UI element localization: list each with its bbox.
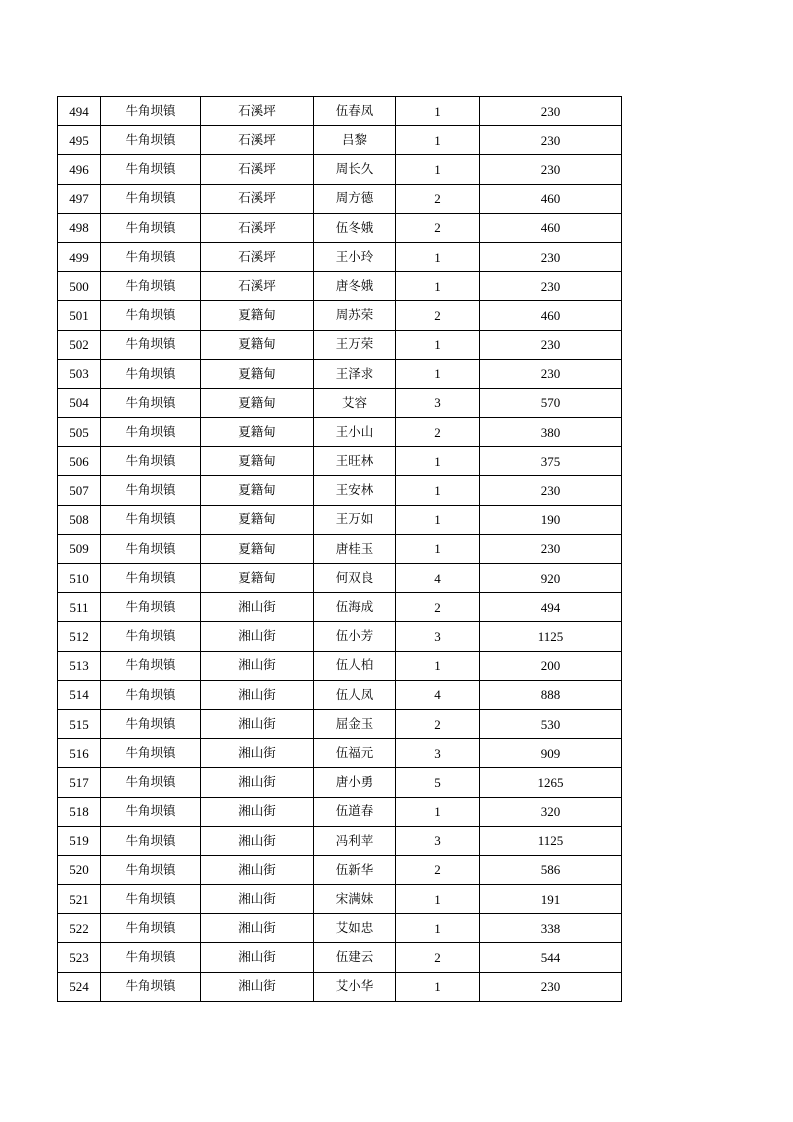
town-cell: 牛角坝镇: [101, 885, 201, 914]
person-name-cell: 何双良: [314, 564, 396, 593]
village-cell: 夏籍甸: [201, 476, 314, 505]
village-cell: 湘山街: [201, 739, 314, 768]
village-cell: 夏籍甸: [201, 359, 314, 388]
town-cell: 牛角坝镇: [101, 797, 201, 826]
person-name-cell: 伍海成: [314, 593, 396, 622]
table-row: [58, 680, 622, 709]
table-row: [58, 505, 622, 534]
row-number-cell: 511: [58, 593, 101, 622]
town-cell: 牛角坝镇: [101, 680, 201, 709]
household-size-cell: 3: [396, 388, 480, 417]
row-number-cell: 496: [58, 155, 101, 184]
household-size-cell: 2: [396, 184, 480, 213]
amount-cell: 191: [480, 885, 622, 914]
village-cell: 湘山街: [201, 709, 314, 738]
row-number-cell: 503: [58, 359, 101, 388]
row-number-cell: 517: [58, 768, 101, 797]
row-number-cell: 508: [58, 505, 101, 534]
person-name-cell: 王安林: [314, 476, 396, 505]
amount-cell: 494: [480, 593, 622, 622]
person-name-cell: 伍小芳: [314, 622, 396, 651]
table-row: [58, 330, 622, 359]
person-name-cell: 宋满妹: [314, 885, 396, 914]
amount-cell: 190: [480, 505, 622, 534]
row-number-cell: 502: [58, 330, 101, 359]
row-number-cell: 494: [58, 97, 101, 126]
row-number-cell: 522: [58, 914, 101, 943]
town-cell: 牛角坝镇: [101, 972, 201, 1001]
household-size-cell: 2: [396, 855, 480, 884]
table-row: [58, 476, 622, 505]
row-number-cell: 507: [58, 476, 101, 505]
table-row: [58, 155, 622, 184]
town-cell: 牛角坝镇: [101, 184, 201, 213]
village-cell: 夏籍甸: [201, 564, 314, 593]
village-cell: 石溪坪: [201, 213, 314, 242]
town-cell: 牛角坝镇: [101, 855, 201, 884]
table-row: [58, 359, 622, 388]
row-number-cell: 512: [58, 622, 101, 651]
table-row: [58, 709, 622, 738]
table-row: [58, 301, 622, 330]
amount-cell: 338: [480, 914, 622, 943]
household-size-cell: 1: [396, 359, 480, 388]
village-cell: 湘山街: [201, 972, 314, 1001]
amount-cell: 586: [480, 855, 622, 884]
village-cell: 石溪坪: [201, 272, 314, 301]
table-row: [58, 242, 622, 271]
town-cell: 牛角坝镇: [101, 593, 201, 622]
amount-cell: 230: [480, 126, 622, 155]
person-name-cell: 艾小华: [314, 972, 396, 1001]
household-size-cell: 1: [396, 155, 480, 184]
town-cell: 牛角坝镇: [101, 272, 201, 301]
amount-cell: 460: [480, 213, 622, 242]
village-cell: 石溪坪: [201, 184, 314, 213]
town-cell: 牛角坝镇: [101, 242, 201, 271]
table-row: [58, 943, 622, 972]
table-row: [58, 914, 622, 943]
household-size-cell: 1: [396, 242, 480, 271]
town-cell: 牛角坝镇: [101, 213, 201, 242]
amount-cell: 230: [480, 330, 622, 359]
person-name-cell: 伍人柏: [314, 651, 396, 680]
household-size-cell: 1: [396, 651, 480, 680]
table-row: [58, 272, 622, 301]
household-size-cell: 2: [396, 709, 480, 738]
roster-table-body: [58, 97, 622, 1002]
household-size-cell: 3: [396, 739, 480, 768]
town-cell: 牛角坝镇: [101, 418, 201, 447]
household-size-cell: 1: [396, 885, 480, 914]
town-cell: 牛角坝镇: [101, 826, 201, 855]
town-cell: 牛角坝镇: [101, 739, 201, 768]
row-number-cell: 515: [58, 709, 101, 738]
row-number-cell: 505: [58, 418, 101, 447]
table-row: [58, 184, 622, 213]
town-cell: 牛角坝镇: [101, 505, 201, 534]
person-name-cell: 唐冬娥: [314, 272, 396, 301]
household-size-cell: 5: [396, 768, 480, 797]
person-name-cell: 周苏荣: [314, 301, 396, 330]
person-name-cell: 唐小勇: [314, 768, 396, 797]
table-row: [58, 885, 622, 914]
row-number-cell: 521: [58, 885, 101, 914]
village-cell: 湘山街: [201, 680, 314, 709]
person-name-cell: 王万荣: [314, 330, 396, 359]
village-cell: 夏籍甸: [201, 447, 314, 476]
household-size-cell: 2: [396, 593, 480, 622]
person-name-cell: 伍建云: [314, 943, 396, 972]
table-row: [58, 97, 622, 126]
row-number-cell: 506: [58, 447, 101, 476]
table-row: [58, 213, 622, 242]
town-cell: 牛角坝镇: [101, 622, 201, 651]
row-number-cell: 500: [58, 272, 101, 301]
amount-cell: 570: [480, 388, 622, 417]
village-cell: 湘山街: [201, 885, 314, 914]
amount-cell: 375: [480, 447, 622, 476]
person-name-cell: 屈金玉: [314, 709, 396, 738]
table-row: [58, 388, 622, 417]
village-cell: 石溪坪: [201, 242, 314, 271]
table-row: [58, 447, 622, 476]
household-size-cell: 1: [396, 126, 480, 155]
household-size-cell: 2: [396, 213, 480, 242]
household-size-cell: 4: [396, 564, 480, 593]
row-number-cell: 510: [58, 564, 101, 593]
row-number-cell: 498: [58, 213, 101, 242]
row-number-cell: 499: [58, 242, 101, 271]
village-cell: 石溪坪: [201, 97, 314, 126]
row-number-cell: 523: [58, 943, 101, 972]
household-size-cell: 1: [396, 447, 480, 476]
village-cell: 湘山街: [201, 622, 314, 651]
town-cell: 牛角坝镇: [101, 126, 201, 155]
table-row: [58, 564, 622, 593]
village-cell: 湘山街: [201, 797, 314, 826]
village-cell: 夏籍甸: [201, 505, 314, 534]
row-number-cell: 520: [58, 855, 101, 884]
row-number-cell: 504: [58, 388, 101, 417]
town-cell: 牛角坝镇: [101, 534, 201, 563]
household-size-cell: 3: [396, 622, 480, 651]
person-name-cell: 冯利苹: [314, 826, 396, 855]
town-cell: 牛角坝镇: [101, 330, 201, 359]
amount-cell: 230: [480, 476, 622, 505]
household-size-cell: 1: [396, 914, 480, 943]
village-cell: 夏籍甸: [201, 330, 314, 359]
household-size-cell: 1: [396, 534, 480, 563]
table-row: [58, 826, 622, 855]
village-cell: 夏籍甸: [201, 301, 314, 330]
person-name-cell: 王小玲: [314, 242, 396, 271]
person-name-cell: 王小山: [314, 418, 396, 447]
town-cell: 牛角坝镇: [101, 155, 201, 184]
town-cell: 牛角坝镇: [101, 914, 201, 943]
row-number-cell: 497: [58, 184, 101, 213]
person-name-cell: 吕黎: [314, 126, 396, 155]
amount-cell: 230: [480, 97, 622, 126]
town-cell: 牛角坝镇: [101, 447, 201, 476]
person-name-cell: 伍春凤: [314, 97, 396, 126]
amount-cell: 230: [480, 972, 622, 1001]
table-row: [58, 418, 622, 447]
table-row: [58, 855, 622, 884]
person-name-cell: 伍人凤: [314, 680, 396, 709]
amount-cell: 460: [480, 301, 622, 330]
village-cell: 湘山街: [201, 855, 314, 884]
village-cell: 石溪坪: [201, 126, 314, 155]
household-size-cell: 2: [396, 943, 480, 972]
amount-cell: 1125: [480, 826, 622, 855]
person-name-cell: 周长久: [314, 155, 396, 184]
amount-cell: 380: [480, 418, 622, 447]
household-size-cell: 1: [396, 330, 480, 359]
town-cell: 牛角坝镇: [101, 476, 201, 505]
household-size-cell: 2: [396, 418, 480, 447]
amount-cell: 1265: [480, 768, 622, 797]
town-cell: 牛角坝镇: [101, 943, 201, 972]
amount-cell: 230: [480, 155, 622, 184]
person-name-cell: 王泽求: [314, 359, 396, 388]
village-cell: 夏籍甸: [201, 388, 314, 417]
table-row: [58, 972, 622, 1001]
amount-cell: 230: [480, 534, 622, 563]
amount-cell: 909: [480, 739, 622, 768]
row-number-cell: 501: [58, 301, 101, 330]
row-number-cell: 516: [58, 739, 101, 768]
person-name-cell: 伍道春: [314, 797, 396, 826]
person-name-cell: 伍新华: [314, 855, 396, 884]
town-cell: 牛角坝镇: [101, 97, 201, 126]
table-row: [58, 593, 622, 622]
row-number-cell: 518: [58, 797, 101, 826]
row-number-cell: 524: [58, 972, 101, 1001]
household-size-cell: 1: [396, 272, 480, 301]
town-cell: 牛角坝镇: [101, 359, 201, 388]
household-size-cell: 1: [396, 476, 480, 505]
town-cell: 牛角坝镇: [101, 768, 201, 797]
person-name-cell: 周方德: [314, 184, 396, 213]
person-name-cell: 王旺林: [314, 447, 396, 476]
row-number-cell: 495: [58, 126, 101, 155]
table-row: [58, 126, 622, 155]
town-cell: 牛角坝镇: [101, 301, 201, 330]
amount-cell: 1125: [480, 622, 622, 651]
town-cell: 牛角坝镇: [101, 651, 201, 680]
row-number-cell: 514: [58, 680, 101, 709]
table-row: [58, 797, 622, 826]
town-cell: 牛角坝镇: [101, 388, 201, 417]
amount-cell: 460: [480, 184, 622, 213]
village-cell: 夏籍甸: [201, 534, 314, 563]
household-size-cell: 1: [396, 97, 480, 126]
town-cell: 牛角坝镇: [101, 564, 201, 593]
row-number-cell: 513: [58, 651, 101, 680]
row-number-cell: 509: [58, 534, 101, 563]
person-name-cell: 唐桂玉: [314, 534, 396, 563]
table-row: [58, 739, 622, 768]
roster-table: [57, 96, 622, 1002]
household-size-cell: 1: [396, 797, 480, 826]
household-size-cell: 1: [396, 972, 480, 1001]
village-cell: 湘山街: [201, 914, 314, 943]
person-name-cell: 艾容: [314, 388, 396, 417]
table-row: [58, 622, 622, 651]
amount-cell: 920: [480, 564, 622, 593]
village-cell: 石溪坪: [201, 155, 314, 184]
person-name-cell: 伍冬娥: [314, 213, 396, 242]
town-cell: 牛角坝镇: [101, 709, 201, 738]
table-row: [58, 768, 622, 797]
village-cell: 夏籍甸: [201, 418, 314, 447]
person-name-cell: 艾如忠: [314, 914, 396, 943]
table-row: [58, 651, 622, 680]
village-cell: 湘山街: [201, 651, 314, 680]
table-row: [58, 534, 622, 563]
amount-cell: 230: [480, 272, 622, 301]
village-cell: 湘山街: [201, 768, 314, 797]
amount-cell: 230: [480, 242, 622, 271]
village-cell: 湘山街: [201, 826, 314, 855]
household-size-cell: 4: [396, 680, 480, 709]
village-cell: 湘山街: [201, 943, 314, 972]
household-size-cell: 3: [396, 826, 480, 855]
row-number-cell: 519: [58, 826, 101, 855]
household-size-cell: 1: [396, 505, 480, 534]
person-name-cell: 王万如: [314, 505, 396, 534]
amount-cell: 230: [480, 359, 622, 388]
amount-cell: 888: [480, 680, 622, 709]
amount-cell: 200: [480, 651, 622, 680]
amount-cell: 544: [480, 943, 622, 972]
amount-cell: 320: [480, 797, 622, 826]
person-name-cell: 伍福元: [314, 739, 396, 768]
amount-cell: 530: [480, 709, 622, 738]
household-size-cell: 2: [396, 301, 480, 330]
village-cell: 湘山街: [201, 593, 314, 622]
